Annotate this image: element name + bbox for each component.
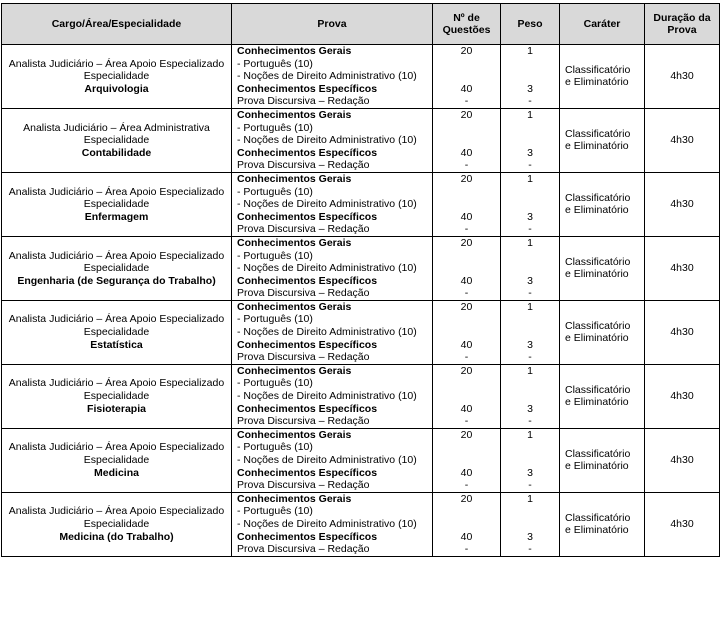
carater-line2: e Eliminatório bbox=[565, 524, 629, 537]
prova-conhecimentos-especificos: Conhecimentos Específicos bbox=[237, 466, 378, 479]
peso-especificos: 3 bbox=[527, 82, 533, 95]
duracao-cell: 4h30 bbox=[645, 300, 720, 364]
table-row bbox=[2, 172, 720, 236]
questoes-cell bbox=[433, 108, 501, 172]
spacer bbox=[501, 262, 559, 275]
spacer bbox=[433, 186, 500, 199]
header-duracao-line2: Prova bbox=[667, 24, 697, 36]
questoes-especificos: 40 bbox=[460, 210, 473, 223]
duracao-cell: 4h30 bbox=[645, 172, 720, 236]
questoes-gerais: 20 bbox=[460, 108, 473, 121]
especialidade-label: Especialidade bbox=[83, 390, 150, 403]
header-duracao-line1: Duração da bbox=[653, 12, 711, 24]
peso-gerais: 1 bbox=[527, 428, 533, 441]
peso-cell bbox=[501, 364, 560, 428]
carater-line2: e Eliminatório bbox=[565, 76, 629, 89]
prova-portugues: - Português (10) bbox=[237, 121, 313, 134]
questoes-cell bbox=[433, 492, 501, 556]
prova-discursiva: Prova Discursiva – Redação bbox=[237, 223, 370, 236]
peso-gerais: 1 bbox=[527, 108, 533, 121]
prova-conhecimentos-especificos: Conhecimentos Específicos bbox=[237, 402, 378, 415]
prova-direito-administrativo: - Noções de Direito Administrativo (10) bbox=[237, 326, 417, 339]
carater-line1: Classificatório bbox=[565, 319, 631, 332]
carater-cell bbox=[560, 172, 645, 236]
carater-cell bbox=[560, 364, 645, 428]
prova-cell bbox=[232, 364, 433, 428]
carater-line2: e Eliminatório bbox=[565, 268, 629, 281]
spacer bbox=[433, 518, 500, 531]
carater-line2: e Eliminatório bbox=[565, 332, 629, 345]
table-row bbox=[2, 492, 720, 556]
peso-discursiva: - bbox=[528, 415, 532, 428]
peso-cell bbox=[501, 492, 560, 556]
peso-especificos: 3 bbox=[527, 210, 533, 223]
cargo-text: Analista Judiciário – Área Apoio Especializado bbox=[8, 249, 225, 262]
spacer bbox=[501, 186, 559, 199]
spacer bbox=[433, 250, 500, 263]
table-row bbox=[2, 236, 720, 300]
table-row bbox=[2, 364, 720, 428]
prova-conhecimentos-gerais: Conhecimentos Gerais bbox=[237, 492, 352, 505]
spacer bbox=[433, 454, 500, 467]
peso-discursiva: - bbox=[528, 543, 532, 556]
cargo-text: Analista Judiciário – Área Apoio Especializado bbox=[8, 313, 225, 326]
table-row bbox=[2, 300, 720, 364]
especialidade-label: Especialidade bbox=[83, 70, 150, 83]
exam-table bbox=[1, 3, 720, 557]
peso-gerais: 1 bbox=[527, 236, 533, 249]
especialidade-name: Enfermagem bbox=[84, 210, 149, 223]
peso-gerais: 1 bbox=[527, 45, 533, 57]
prova-cell bbox=[232, 428, 433, 492]
prova-conhecimentos-gerais: Conhecimentos Gerais bbox=[237, 108, 352, 121]
prova-portugues: - Português (10) bbox=[237, 441, 313, 454]
header-row bbox=[2, 4, 720, 45]
especialidade-name: Contabilidade bbox=[81, 146, 152, 159]
prova-conhecimentos-especificos: Conhecimentos Específicos bbox=[237, 82, 378, 95]
carater-line1: Classificatório bbox=[565, 191, 631, 204]
peso-especificos: 3 bbox=[527, 466, 533, 479]
cargo-cell bbox=[2, 172, 232, 236]
especialidade-label: Especialidade bbox=[83, 134, 150, 147]
peso-gerais: 1 bbox=[527, 364, 533, 377]
especialidade-label: Especialidade bbox=[83, 262, 150, 275]
especialidade-name: Fisioterapia bbox=[87, 402, 146, 415]
especialidade-label: Especialidade bbox=[83, 517, 150, 530]
peso-gerais: 1 bbox=[527, 172, 533, 185]
header-duracao bbox=[645, 4, 720, 45]
questoes-gerais: 20 bbox=[460, 236, 473, 249]
carater-cell bbox=[560, 492, 645, 556]
prova-conhecimentos-especificos: Conhecimentos Específicos bbox=[237, 274, 378, 287]
prova-direito-administrativo: - Noções de Direito Administrativo (10) bbox=[237, 262, 417, 275]
prova-discursiva: Prova Discursiva – Redação bbox=[237, 287, 370, 300]
questoes-cell bbox=[433, 300, 501, 364]
carater-cell bbox=[560, 108, 645, 172]
cargo-cell bbox=[2, 428, 232, 492]
prova-conhecimentos-gerais: Conhecimentos Gerais bbox=[237, 172, 352, 185]
carater-line2: e Eliminatório bbox=[565, 396, 629, 409]
questoes-especificos: 40 bbox=[460, 402, 473, 415]
prova-discursiva: Prova Discursiva – Redação bbox=[237, 543, 370, 556]
prova-cell bbox=[232, 236, 433, 300]
questoes-discursiva: - bbox=[464, 95, 469, 108]
prova-discursiva: Prova Discursiva – Redação bbox=[237, 415, 370, 428]
questoes-discursiva: - bbox=[464, 287, 469, 300]
carater-line1: Classificatório bbox=[565, 383, 631, 396]
prova-portugues: - Português (10) bbox=[237, 313, 313, 326]
questoes-discursiva: - bbox=[464, 351, 469, 364]
header-cargo: Cargo/Área/Especialidade bbox=[2, 4, 232, 45]
peso-cell bbox=[501, 300, 560, 364]
cargo-text: Analista Judiciário – Área Apoio Especializado bbox=[8, 57, 225, 70]
prova-conhecimentos-gerais: Conhecimentos Gerais bbox=[237, 428, 352, 441]
spacer bbox=[433, 377, 500, 390]
spacer bbox=[501, 326, 559, 339]
table-row bbox=[2, 428, 720, 492]
spacer bbox=[433, 441, 500, 454]
peso-discursiva: - bbox=[528, 351, 532, 364]
duracao-cell: 4h30 bbox=[645, 364, 720, 428]
especialidade-label: Especialidade bbox=[83, 198, 150, 211]
spacer bbox=[501, 454, 559, 467]
peso-discursiva: - bbox=[528, 223, 532, 236]
peso-discursiva: - bbox=[528, 95, 532, 108]
peso-especificos: 3 bbox=[527, 338, 533, 351]
spacer bbox=[501, 198, 559, 211]
carater-cell bbox=[560, 45, 645, 109]
especialidade-name: Estatística bbox=[90, 338, 143, 351]
peso-gerais: 1 bbox=[527, 300, 533, 313]
questoes-discursiva: - bbox=[464, 415, 469, 428]
spacer bbox=[501, 250, 559, 263]
cargo-cell bbox=[2, 236, 232, 300]
prova-conhecimentos-especificos: Conhecimentos Específicos bbox=[237, 146, 378, 159]
prova-discursiva: Prova Discursiva – Redação bbox=[237, 479, 370, 492]
questoes-especificos: 40 bbox=[460, 338, 473, 351]
carater-line1: Classificatório bbox=[565, 255, 631, 268]
spacer bbox=[433, 70, 500, 83]
table-body bbox=[2, 45, 720, 557]
peso-discursiva: - bbox=[528, 159, 532, 172]
prova-direito-administrativo: - Noções de Direito Administrativo (10) bbox=[237, 198, 417, 211]
questoes-gerais: 20 bbox=[460, 364, 473, 377]
peso-especificos: 3 bbox=[527, 530, 533, 543]
spacer bbox=[433, 134, 500, 147]
spacer bbox=[433, 262, 500, 275]
carater-line1: Classificatório bbox=[565, 63, 631, 76]
prova-cell bbox=[232, 492, 433, 556]
prova-direito-administrativo: - Noções de Direito Administrativo (10) bbox=[237, 454, 417, 466]
prova-cell bbox=[232, 300, 433, 364]
header-carater: Caráter bbox=[560, 4, 645, 45]
spacer bbox=[501, 58, 559, 71]
cargo-cell bbox=[2, 364, 232, 428]
peso-discursiva: - bbox=[528, 479, 532, 492]
especialidade-name: Arquivologia bbox=[84, 82, 149, 95]
prova-direito-administrativo: - Noções de Direito Administrativo (10) bbox=[237, 70, 417, 83]
questoes-especificos: 40 bbox=[460, 466, 473, 479]
questoes-especificos: 40 bbox=[460, 530, 473, 543]
cargo-cell bbox=[2, 300, 232, 364]
cargo-cell bbox=[2, 45, 232, 109]
prova-portugues: - Português (10) bbox=[237, 57, 313, 70]
spacer bbox=[501, 134, 559, 147]
cargo-text: Analista Judiciário – Área Apoio Especializado bbox=[8, 377, 225, 390]
questoes-cell bbox=[433, 364, 501, 428]
cargo-text: Analista Judiciário – Área Administrativa bbox=[23, 121, 210, 134]
questoes-gerais: 20 bbox=[460, 492, 473, 505]
header-peso: Peso bbox=[501, 4, 560, 45]
spacer bbox=[433, 122, 500, 135]
spacer bbox=[501, 377, 559, 390]
carater-line2: e Eliminatório bbox=[565, 204, 629, 217]
peso-cell bbox=[501, 236, 560, 300]
especialidade-label: Especialidade bbox=[83, 326, 150, 339]
peso-especificos: 3 bbox=[527, 274, 533, 287]
questoes-cell bbox=[433, 236, 501, 300]
prova-cell bbox=[232, 108, 433, 172]
prova-conhecimentos-gerais: Conhecimentos Gerais bbox=[237, 364, 352, 377]
carater-line2: e Eliminatório bbox=[565, 140, 629, 153]
duracao-cell: 4h30 bbox=[645, 236, 720, 300]
especialidade-name: Medicina bbox=[94, 466, 139, 479]
header-questoes bbox=[433, 4, 501, 45]
peso-cell bbox=[501, 45, 560, 109]
spacer bbox=[501, 390, 559, 403]
prova-portugues: - Português (10) bbox=[237, 505, 313, 518]
questoes-discursiva: - bbox=[464, 543, 469, 556]
spacer bbox=[433, 326, 500, 339]
peso-especificos: 3 bbox=[527, 402, 533, 415]
spacer bbox=[501, 122, 559, 135]
carater-cell bbox=[560, 236, 645, 300]
questoes-cell bbox=[433, 45, 501, 109]
prova-portugues: - Português (10) bbox=[237, 185, 313, 198]
peso-cell bbox=[501, 108, 560, 172]
table-row bbox=[2, 45, 720, 109]
cargo-text: Analista Judiciário – Área Apoio Especializado bbox=[8, 441, 225, 454]
spacer bbox=[433, 58, 500, 71]
prova-conhecimentos-gerais: Conhecimentos Gerais bbox=[237, 236, 352, 249]
carater-cell bbox=[560, 300, 645, 364]
questoes-gerais: 20 bbox=[460, 428, 473, 441]
spacer bbox=[501, 70, 559, 83]
questoes-discursiva: - bbox=[464, 223, 469, 236]
prova-conhecimentos-especificos: Conhecimentos Específicos bbox=[237, 338, 378, 351]
carater-line1: Classificatório bbox=[565, 511, 631, 524]
duracao-cell: 4h30 bbox=[645, 45, 720, 109]
spacer bbox=[433, 198, 500, 211]
prova-direito-administrativo: - Noções de Direito Administrativo (10) bbox=[237, 517, 417, 530]
spacer bbox=[501, 505, 559, 518]
questoes-especificos: 40 bbox=[460, 274, 473, 287]
peso-cell bbox=[501, 172, 560, 236]
prova-discursiva: Prova Discursiva – Redação bbox=[237, 95, 370, 108]
spacer bbox=[433, 505, 500, 518]
questoes-gerais: 20 bbox=[460, 45, 473, 57]
carater-line1: Classificatório bbox=[565, 127, 631, 140]
prova-portugues: - Português (10) bbox=[237, 377, 313, 390]
prova-cell bbox=[232, 172, 433, 236]
header-questoes-line2: Questões bbox=[442, 24, 491, 36]
spacer bbox=[501, 313, 559, 326]
questoes-gerais: 20 bbox=[460, 300, 473, 313]
peso-gerais: 1 bbox=[527, 492, 533, 505]
prova-conhecimentos-gerais: Conhecimentos Gerais bbox=[237, 45, 352, 57]
duracao-cell: 4h30 bbox=[645, 428, 720, 492]
cargo-text: Analista Judiciário – Área Apoio Especializado bbox=[8, 185, 225, 198]
prova-portugues: - Português (10) bbox=[237, 249, 313, 262]
questoes-gerais: 20 bbox=[460, 172, 473, 185]
prova-direito-administrativo: - Noções de Direito Administrativo (10) bbox=[237, 390, 417, 403]
duracao-cell: 4h30 bbox=[645, 492, 720, 556]
prova-conhecimentos-gerais: Conhecimentos Gerais bbox=[237, 300, 352, 313]
table-row bbox=[2, 108, 720, 172]
questoes-discursiva: - bbox=[464, 479, 469, 492]
questoes-especificos: 40 bbox=[460, 82, 473, 95]
peso-cell bbox=[501, 428, 560, 492]
questoes-especificos: 40 bbox=[460, 146, 473, 159]
cargo-cell bbox=[2, 492, 232, 556]
especialidade-label: Especialidade bbox=[83, 454, 150, 466]
spacer bbox=[433, 390, 500, 403]
peso-especificos: 3 bbox=[527, 146, 533, 159]
prova-direito-administrativo: - Noções de Direito Administrativo (10) bbox=[237, 134, 417, 147]
cargo-text: Analista Judiciário – Área Apoio Especializado bbox=[8, 505, 225, 518]
duracao-cell: 4h30 bbox=[645, 108, 720, 172]
questoes-discursiva: - bbox=[464, 159, 469, 172]
questoes-cell bbox=[433, 172, 501, 236]
especialidade-name: Engenharia (de Segurança do Trabalho) bbox=[17, 274, 216, 287]
spacer bbox=[501, 441, 559, 454]
especialidade-name: Medicina (do Trabalho) bbox=[59, 530, 174, 543]
carater-line2: e Eliminatório bbox=[565, 460, 629, 473]
prova-conhecimentos-especificos: Conhecimentos Específicos bbox=[237, 210, 378, 223]
cargo-cell bbox=[2, 108, 232, 172]
carater-cell bbox=[560, 428, 645, 492]
prova-cell bbox=[232, 45, 433, 109]
header-questoes-line1: Nº de bbox=[453, 12, 480, 24]
spacer bbox=[501, 518, 559, 531]
prova-discursiva: Prova Discursiva – Redação bbox=[237, 351, 370, 364]
peso-discursiva: - bbox=[528, 287, 532, 300]
prova-discursiva: Prova Discursiva – Redação bbox=[237, 159, 370, 172]
carater-line1: Classificatório bbox=[565, 447, 631, 460]
header-prova: Prova bbox=[232, 4, 433, 45]
questoes-cell bbox=[433, 428, 501, 492]
spacer bbox=[433, 313, 500, 326]
prova-conhecimentos-especificos: Conhecimentos Específicos bbox=[237, 530, 378, 543]
